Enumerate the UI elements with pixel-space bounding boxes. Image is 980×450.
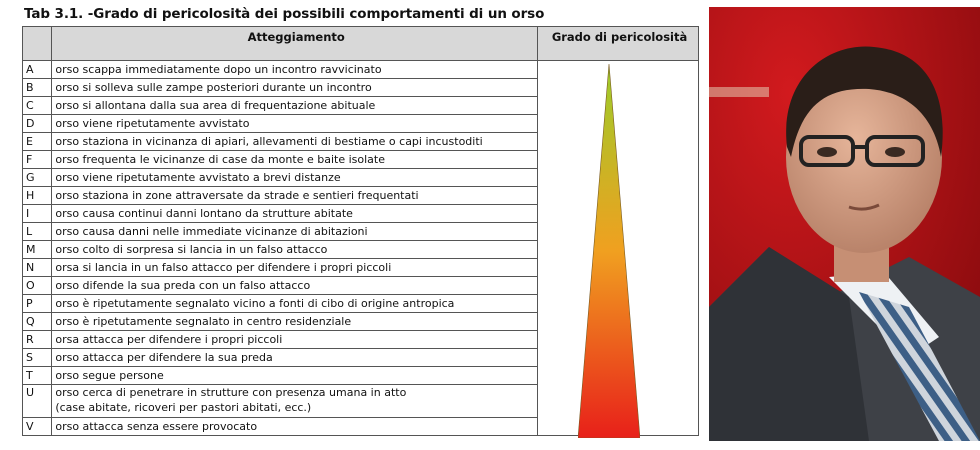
row-behaviour: orso attacca senza essere provocato [52, 418, 538, 436]
table-header-row [23, 27, 699, 61]
row-letter: I [23, 205, 52, 223]
row-behaviour-line1: orso cerca di penetrare in strutture con presenza umana in atto [55, 386, 407, 399]
row-behaviour: orso causa continui danni lontano da strutture abitate [52, 205, 538, 223]
row-behaviour [52, 385, 538, 418]
row-behaviour: orsa attacca per difendere i propri piccoli [52, 331, 538, 349]
row-behaviour: orso causa danni nelle immediate vicinanze di abitazioni [52, 223, 538, 241]
row-letter: S [23, 349, 52, 367]
row-behaviour: orso colto di sorpresa si lancia in un falso attacco [52, 241, 538, 259]
portrait-photo [709, 7, 980, 441]
row-behaviour: orso difende la sua preda con un falso attacco [52, 277, 538, 295]
row-behaviour: orso viene ripetutamente avvistato a brevi distanze [52, 169, 538, 187]
row-letter: L [23, 223, 52, 241]
row-letter: F [23, 151, 52, 169]
row-behaviour: orso è ripetutamente segnalato vicino a fonti di cibo di origine antropica [52, 295, 538, 313]
row-behaviour: orso frequenta le vicinanze di case da monte e baite isolate [52, 151, 538, 169]
row-letter: B [23, 79, 52, 97]
row-behaviour: orso viene ripetutamente avvistato [52, 115, 538, 133]
row-letter: Q [23, 313, 52, 331]
row-letter: O [23, 277, 52, 295]
row-letter: H [23, 187, 52, 205]
row-letter: D [23, 115, 52, 133]
row-letter: G [23, 169, 52, 187]
header-danger-degree: Grado di pericolosità [538, 27, 699, 61]
row-behaviour: orso si allontana dalla sua area di frequentazione abituale [52, 97, 538, 115]
row-behaviour: orso staziona in vicinanza di apiari, allevamenti di bestiame o capi incustoditi [52, 133, 538, 151]
portrait-illustration [709, 7, 980, 441]
row-letter: U [23, 385, 52, 418]
row-behaviour: orso attacca per difendere la sua preda [52, 349, 538, 367]
row-letter: R [23, 331, 52, 349]
row-behaviour: orso scappa immediatamente dopo un incontro ravvicinato [52, 61, 538, 79]
header-behaviour: Atteggiamento [52, 27, 538, 61]
row-letter: E [23, 133, 52, 151]
row-letter: P [23, 295, 52, 313]
row-letter: A [23, 61, 52, 79]
row-behaviour: orsa si lancia in un falso attacco per difendere i propri piccoli [52, 259, 538, 277]
row-behaviour: orso è ripetutamente segnalato in centro residenziale [52, 313, 538, 331]
row-behaviour: orso staziona in zone attraversate da strade e sentieri frequentati [52, 187, 538, 205]
header-letter-cell [23, 27, 52, 61]
row-letter: V [23, 418, 52, 436]
row-letter: C [23, 97, 52, 115]
row-letter: T [23, 367, 52, 385]
danger-gradient-triangle [578, 64, 640, 438]
row-letter: N [23, 259, 52, 277]
row-behaviour: orso segue persone [52, 367, 538, 385]
row-letter: M [23, 241, 52, 259]
row-behaviour: orso si solleva sulle zampe posteriori durante un incontro [52, 79, 538, 97]
table-caption: Tab 3.1. -Grado di pericolosità dei possibili comportamenti di un orso [24, 6, 545, 22]
row-behaviour-line2: (case abitate, ricoveri per pastori abitati, ecc.) [55, 401, 312, 414]
